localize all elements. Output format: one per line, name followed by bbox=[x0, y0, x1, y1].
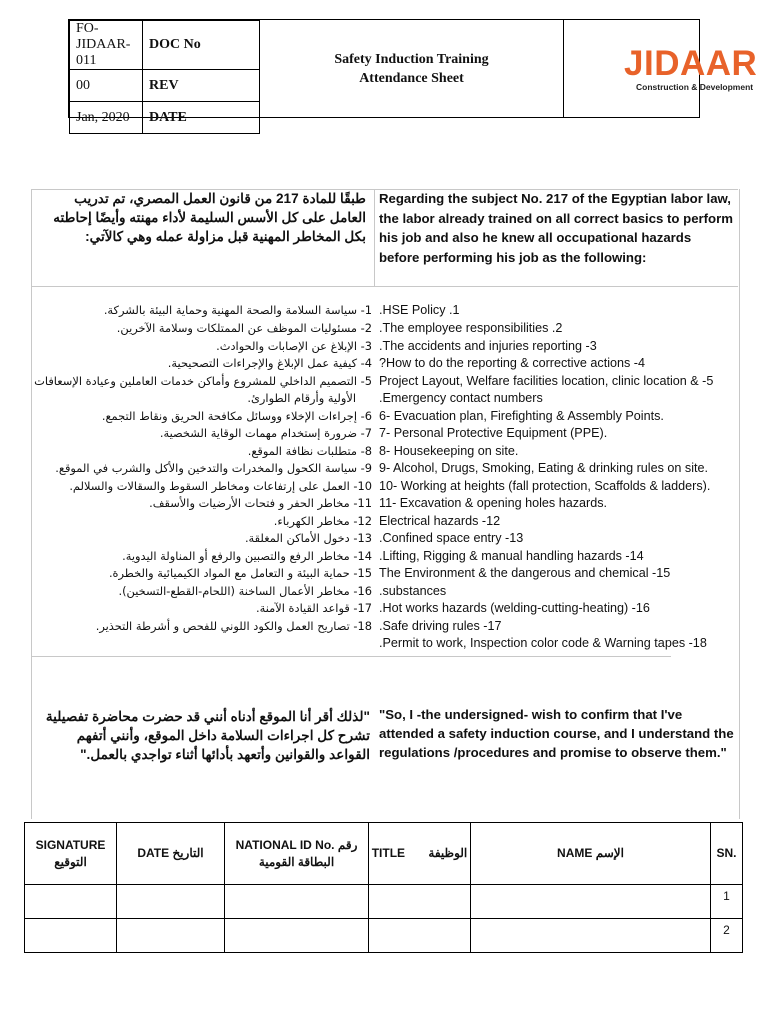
list-item-ar: الأولية وأرقام الطوارئ. bbox=[247, 391, 356, 405]
list-item-en: 10- Working at heights (fall protection, Scaffolds & ladders). bbox=[379, 479, 711, 493]
confirmation-english: "So, I -the undersigned- wish to confirm that I've attended a safety induction course, and I understand the regulations /procedures and promise to observe them." bbox=[379, 707, 734, 760]
col-signature-en: SIGNATURE bbox=[35, 837, 106, 852]
rev-value: 00 bbox=[70, 70, 143, 102]
list-item-en: 8- Housekeeping on site. bbox=[379, 444, 519, 458]
date-label: DATE bbox=[143, 102, 260, 134]
list-item-ar: 1- سياسة السلامة والصحة المهنية وحماية البيئة بالشركة. bbox=[103, 303, 372, 317]
list-item-en: .Safe driving rules -17 bbox=[379, 619, 502, 633]
col-title bbox=[369, 823, 471, 885]
table-header-row bbox=[25, 823, 743, 885]
list-item-en: .HSE Policy .1 bbox=[379, 303, 460, 317]
col-national-id bbox=[225, 823, 369, 885]
list-item-en: ?How to do the reporting & corrective actions -4 bbox=[379, 356, 645, 370]
confirmation-arabic: "لذلك أقر أنا الموقع أدناه أنني قد حضرت محاضرة تفصيلية تشرح كل اجراءات السلامة داخل الموقع، وأنني أتفهم القواعد والقوانين وأتعهد بأدائها أثناء تواجدي بالعمل." bbox=[45, 709, 370, 762]
list-item-en: 7- Personal Protective Equipment (PPE). bbox=[379, 426, 608, 440]
document-title bbox=[260, 20, 564, 117]
list-item-en: Project Layout, Welfare facilities location, clinic location & -5 bbox=[379, 374, 714, 388]
intro-divider bbox=[31, 286, 738, 287]
national-id-cell[interactable] bbox=[225, 919, 369, 953]
company-logo bbox=[564, 20, 758, 117]
col-signature bbox=[25, 823, 117, 885]
title-line-1: Safety Induction Training bbox=[334, 51, 489, 67]
intro-arabic: طبقًا للمادة 217 من قانون العمل المصري، تم تدريب العامل على كل الأسس السليمة لأداء مهنته وأيضًا إحاطته بكل المخاطر المهنية قبل مزاولة عمله وهي كالآتي: bbox=[53, 191, 366, 244]
doc-code: FO-JIDAAR-011 bbox=[70, 21, 143, 70]
list-item-ar: 9- سياسة الكحول والمخدرات والتدخين والأكل والشرب في الموقع. bbox=[55, 461, 372, 475]
center-divider-top bbox=[374, 189, 375, 286]
list-item-ar: 13- دخول الأماكن المغلقة. bbox=[244, 531, 372, 545]
items-divider bbox=[31, 656, 671, 657]
list-item-en: .Emergency contact numbers bbox=[379, 391, 543, 405]
document-header bbox=[68, 19, 758, 125]
signature-cell[interactable] bbox=[25, 885, 117, 919]
list-item-ar: 16- مخاطر الأعمال الساخنة (اللحام-القطع-التسخين). bbox=[118, 584, 372, 598]
list-item-en: 6- Evacuation plan, Firefighting & Assembly Points. bbox=[379, 409, 664, 423]
title-cell[interactable] bbox=[369, 885, 471, 919]
list-item-ar: 11- مخاطر الحفر و فتحات الأرضيات والأسقف. bbox=[149, 496, 372, 510]
list-item-en: .substances bbox=[379, 584, 447, 598]
intro-english: Regarding the subject No. 217 of the Egyptian labor law, the labor already trained on all correct basics to perform his job and also he knew all occupational hazards before performing his job as the following: bbox=[379, 191, 733, 265]
list-item-en: .Lifting, Rigging & manual handling hazards -14 bbox=[379, 549, 644, 563]
list-item-en: 9- Alcohol, Drugs, Smoking, Eating & drinking rules on site. bbox=[379, 461, 708, 475]
col-title-ar: الوظيفة bbox=[428, 846, 468, 860]
list-item-ar: 4- كيفية عمل الإبلاغ والإجراءات التصحيحية. bbox=[167, 356, 372, 370]
logo-tagline: Construction & Development bbox=[636, 81, 754, 92]
title-cell[interactable] bbox=[369, 919, 471, 953]
table-row bbox=[25, 919, 743, 953]
list-item-ar: 12- مخاطر الكهرباء. bbox=[273, 514, 372, 528]
col-national-id-ar: البطاقة القومية bbox=[258, 854, 335, 869]
national-id-cell[interactable] bbox=[225, 885, 369, 919]
list-item-en: .Permit to work, Inspection color code & Warning tapes -18 bbox=[379, 636, 707, 650]
date-value: Jan, 2020 bbox=[70, 102, 143, 134]
list-item-en: .The accidents and injuries reporting -3 bbox=[379, 339, 597, 353]
list-item-ar: 10- العمل على إرتفاعات ومخاطر السقوط والسقالات والسلالم. bbox=[69, 479, 372, 493]
col-date: DATE التاريخ bbox=[117, 823, 225, 885]
title-line-2: Attendance Sheet bbox=[359, 70, 464, 86]
date-cell[interactable] bbox=[117, 919, 225, 953]
logo-wordmark: JIDAAR bbox=[624, 43, 758, 83]
table-row bbox=[25, 885, 743, 919]
col-sn: SN. bbox=[711, 823, 743, 885]
rev-label: REV bbox=[143, 70, 260, 102]
list-item-ar: 17- قواعد القيادة الآمنة. bbox=[255, 601, 372, 615]
list-item-en: Electrical hazards -12 bbox=[379, 514, 501, 528]
list-item-en: .Hot works hazards (welding-cutting-heating) -16 bbox=[379, 601, 650, 615]
name-cell[interactable] bbox=[471, 885, 711, 919]
list-item-ar: 7- ضرورة إستخدام مهمات الوقاية الشخصية. bbox=[159, 426, 372, 440]
sn-cell: 2 bbox=[711, 919, 743, 953]
signature-cell[interactable] bbox=[25, 919, 117, 953]
col-signature-ar: التوقيع bbox=[54, 854, 87, 869]
col-national-id-en: NATIONAL ID No. رقم bbox=[235, 837, 358, 852]
list-item-ar: 6- إجراءات الإخلاء ووسائل مكافحة الحريق ونقاط التجمع. bbox=[101, 409, 372, 423]
name-cell[interactable] bbox=[471, 919, 711, 953]
col-title-en: TITLE bbox=[371, 846, 406, 860]
list-item-ar: 18- تصاريح العمل والكود اللوني للفحص و أشرطة التحذير. bbox=[95, 619, 372, 633]
list-item-en: 11- Excavation & opening holes hazards. bbox=[379, 496, 607, 510]
list-item-ar: 14- مخاطر الرفع والتصبين والرفع أو المناولة اليدوية. bbox=[122, 549, 372, 563]
sn-cell: 1 bbox=[711, 885, 743, 919]
list-item-ar: 3- الإبلاغ عن الإصابات والحوادث. bbox=[216, 339, 372, 353]
list-item-ar: 15- حماية البيئة و التعامل مع المواد الكيميائية والخطرة. bbox=[108, 566, 372, 580]
list-item-en: .The employee responsibilities .2 bbox=[379, 321, 563, 335]
list-item-ar: 2- مسئوليات الموظف عن الممتلكات وسلامة الآخرين. bbox=[116, 321, 372, 335]
list-item-en: The Environment & the dangerous and chemical -15 bbox=[379, 566, 671, 580]
list-item-ar: 8- متطلبات نظافة الموقع. bbox=[247, 444, 372, 458]
col-name: NAME الإسم bbox=[471, 823, 711, 885]
list-item-en: .Confined space entry -13 bbox=[379, 531, 524, 545]
date-cell[interactable] bbox=[117, 885, 225, 919]
attendance-table bbox=[24, 822, 743, 953]
document-meta-table bbox=[69, 20, 260, 134]
doc-no-label: DOC No bbox=[143, 21, 260, 70]
list-item-ar: 5- التصميم الداخلي للمشروع وأماكن خدمات العاملين وعيادة الإسعافات bbox=[34, 374, 372, 388]
